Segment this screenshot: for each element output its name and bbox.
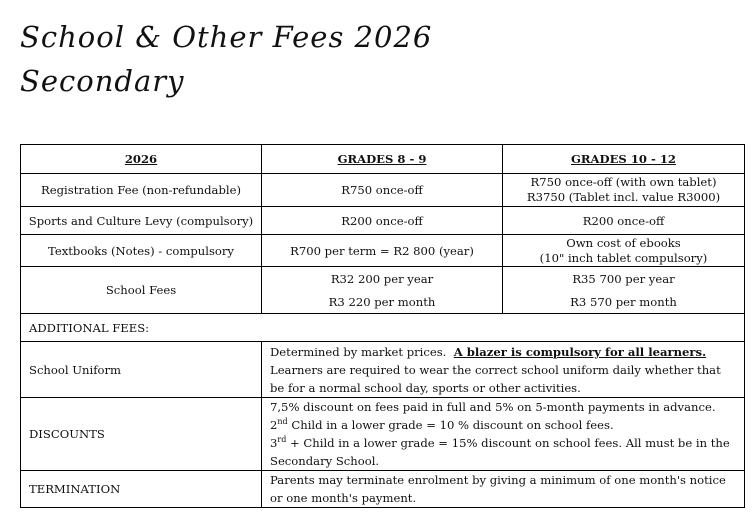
discounts-details bbox=[262, 398, 745, 471]
termination-label: TERMINATION bbox=[21, 471, 262, 508]
termination-row bbox=[21, 471, 745, 508]
discount-line-3-num: 3 bbox=[270, 436, 278, 450]
blazer-compulsory-note: A blazer is compulsory for all learners. bbox=[453, 344, 707, 359]
uniform-label: School Uniform bbox=[21, 342, 262, 398]
discount-line-2-num: 2 bbox=[270, 418, 278, 432]
textbooks-g1012-line2: (10" inch tablet compulsory) bbox=[539, 250, 708, 265]
uniform-details bbox=[262, 342, 745, 398]
termination-details: Parents may terminate enrolment by giving a minimum of one month's notice or one month's payment. bbox=[262, 471, 745, 508]
textbooks-g1012 bbox=[503, 235, 745, 267]
school-fees-g89-year: R32 200 per year bbox=[330, 271, 434, 286]
registration-row bbox=[21, 174, 745, 207]
school-fees-g1012-month: R3 570 per month bbox=[570, 294, 677, 309]
additional-fees-label: ADDITIONAL FEES: bbox=[21, 314, 745, 342]
textbooks-g89: R700 per term = R2 800 (year) bbox=[262, 235, 503, 267]
uniform-text-2: Learners are required to wear the correct school uniform daily whether that be for a normal school day, sports or other activities. bbox=[270, 362, 721, 395]
registration-g1012-line2: R3750 (Tablet incl. value R3000) bbox=[526, 190, 721, 204]
uniform-row bbox=[21, 342, 745, 398]
textbooks-g1012-line1: Own cost of ebooks bbox=[566, 235, 681, 250]
discount-line-2-sup: nd bbox=[277, 417, 288, 427]
discount-line-2-text: Child in a lower grade = 10 % discount on school fees. bbox=[287, 418, 614, 432]
textbooks-row bbox=[21, 235, 745, 267]
sports-g89: R200 once-off bbox=[262, 207, 503, 235]
additional-fees-row bbox=[21, 314, 745, 342]
discounts-row bbox=[21, 398, 745, 471]
discount-line-1: 7,5% discount on fees paid in full and 5% on 5-month payments in advance. bbox=[270, 400, 716, 414]
school-fees-label: School Fees bbox=[21, 267, 262, 314]
textbooks-label: Textbooks (Notes) - compulsory bbox=[21, 235, 262, 267]
page-subtitle: Secondary bbox=[20, 64, 185, 98]
registration-g89: R750 once-off bbox=[262, 174, 503, 207]
registration-g1012-line1: R750 once-off (with own tablet) bbox=[530, 175, 717, 189]
school-fees-row bbox=[21, 267, 745, 314]
school-fees-g89 bbox=[262, 267, 503, 314]
uniform-text-1: Determined by market prices. bbox=[270, 344, 447, 359]
header-grades-8-9: GRADES 8 - 9 bbox=[262, 145, 503, 174]
header-row bbox=[21, 145, 745, 174]
header-year: 2026 bbox=[21, 145, 262, 174]
school-fees-g1012 bbox=[503, 267, 745, 314]
school-fees-g89-month: R3 220 per month bbox=[328, 294, 436, 309]
discount-line-3-sup: rd bbox=[277, 435, 287, 445]
header-grades-10-12: GRADES 10 - 12 bbox=[503, 145, 745, 174]
registration-label: Registration Fee (non-refundable) bbox=[21, 174, 262, 207]
sports-row bbox=[21, 207, 745, 235]
discounts-label: DISCOUNTS bbox=[21, 398, 262, 471]
page-title: School & Other Fees 2026 bbox=[20, 20, 433, 54]
sports-label: Sports and Culture Levy (compulsory) bbox=[21, 207, 262, 235]
fees-table bbox=[20, 144, 745, 508]
registration-g1012 bbox=[503, 174, 745, 207]
discount-line-3-text: + Child in a lower grade = 15% discount on school fees. All must be in the Secondary School. bbox=[270, 436, 730, 468]
school-fees-g1012-year: R35 700 per year bbox=[572, 271, 675, 286]
sports-g1012: R200 once-off bbox=[503, 207, 745, 235]
